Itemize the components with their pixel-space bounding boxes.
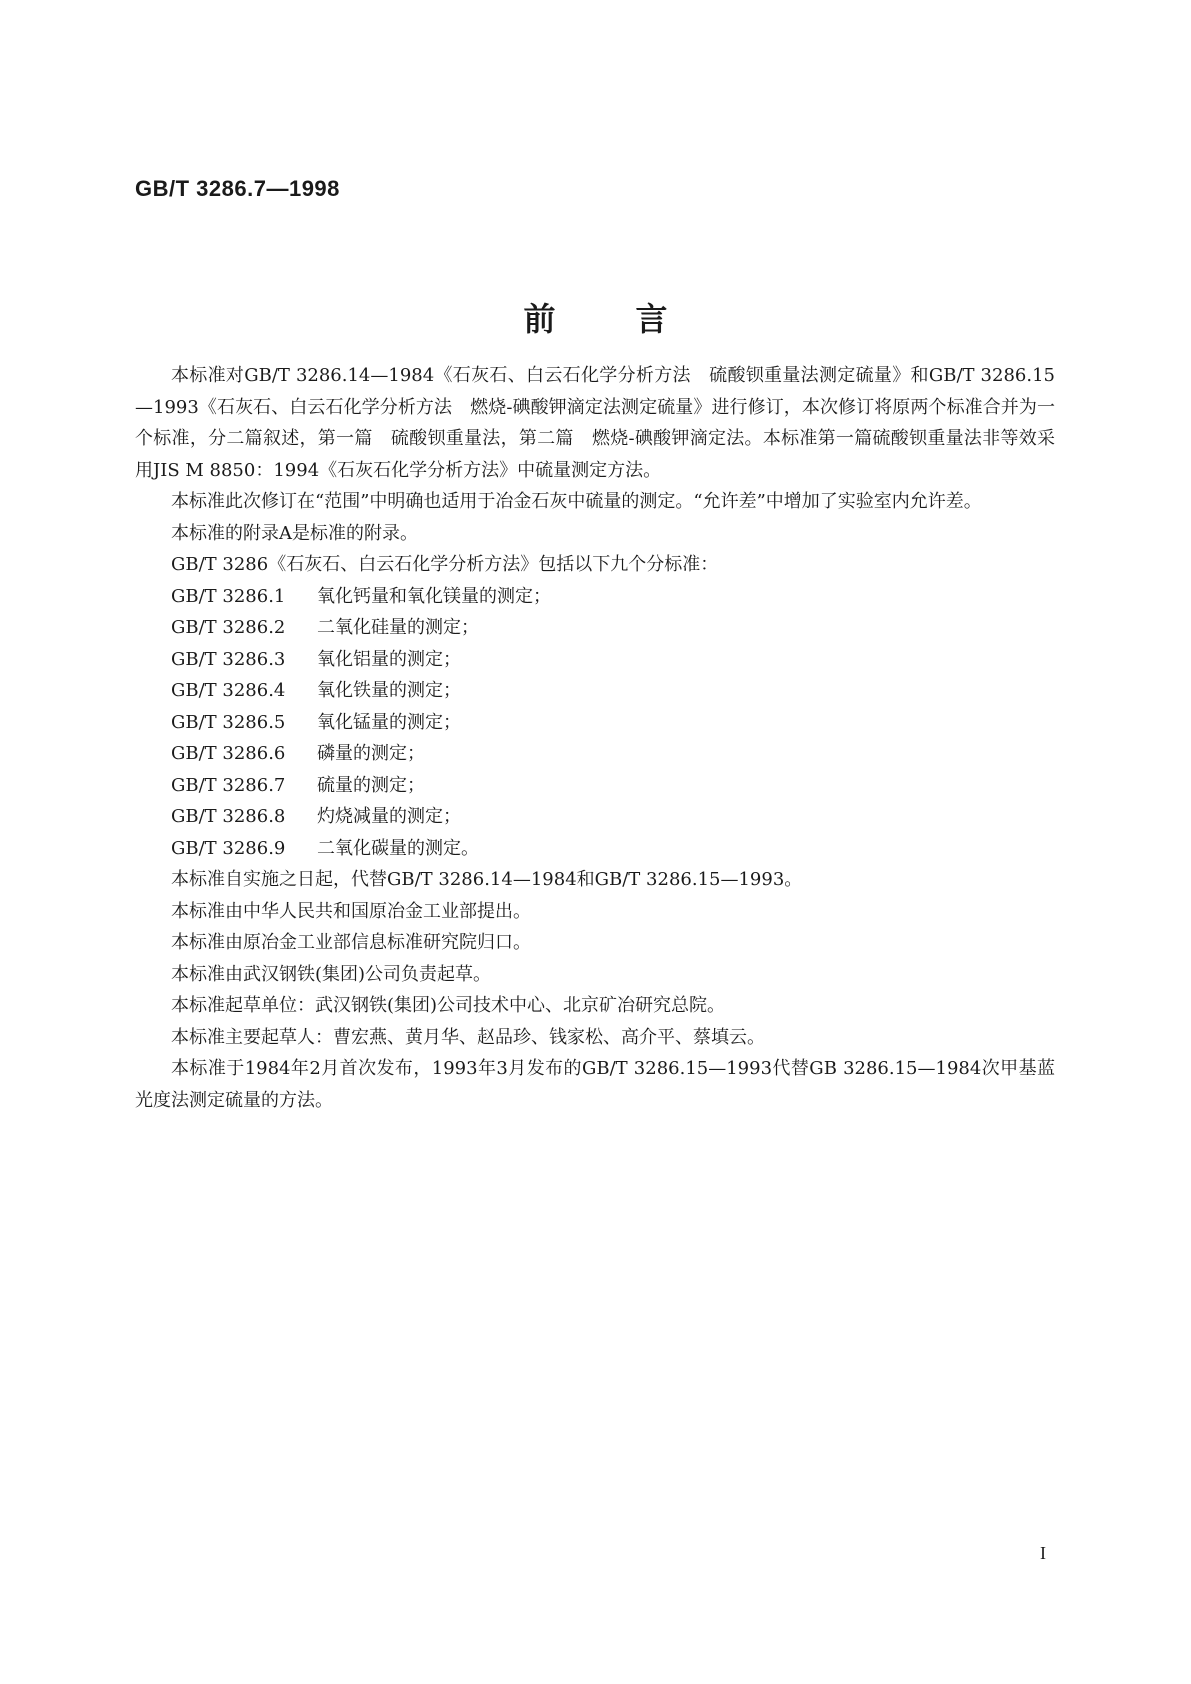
standard-code: GB/T 3286.6 — [171, 743, 286, 764]
standard-code: GB/T 3286.1 — [171, 585, 286, 607]
standard-code: GB/T 3286.3 — [171, 648, 286, 670]
standards-list-item — [135, 581, 1055, 613]
paragraph-scope-change: 本标准此次修订在“范围”中明确也适用于冶金石灰中硫量的测定。“允许差”中增加了实验室内允许差。 — [171, 491, 982, 512]
standard-code: GB/T 3286.2 — [171, 617, 286, 638]
standard-code: GB/T 3286.8 — [171, 806, 286, 827]
standard-description: 灼烧减量的测定； — [317, 806, 461, 827]
standard-description: 磷量的测定； — [317, 743, 425, 764]
paragraph-replaces: 本标准自实施之日起，代替GB/T 3286.14—1984和GB/T 3286.15—1993。 — [171, 869, 803, 890]
paragraph-appendix: 本标准的附录A是标准的附录。 — [171, 522, 418, 544]
standard-description: 氧化铝量的测定； — [317, 648, 461, 670]
standard-description: 二氧化硅量的测定； — [317, 617, 479, 638]
paragraph-drafting-units: 本标准起草单位：武汉钢铁(集团)公司技术中心、北京矿冶研究总院。 — [171, 995, 726, 1016]
paragraph-revision-scope: 本标准对GB/T 3286.14—1984《石灰石、白云石化学分析方法 硫酸钡重量法测定硫量》和GB/T 3286.15—1993《石灰石、白云石化学分析方法 燃烧-碘酸钾滴定法测定硫量》进行修订，本次修订将原两个标准合并为一个标准，分二篇叙述，第一篇 硫酸钡重量法，第二篇 燃烧-碘酸钾滴定法。本标准第一篇硫酸钡重量法非等效采用JIS M 8850：1994《石灰石化学分析方法》中硫量测定方法。 — [135, 365, 1055, 481]
standards-list-item — [135, 770, 1055, 802]
standard-code: GB/T 3286.4 — [171, 680, 286, 701]
document-body — [135, 360, 1055, 1116]
paragraph-administered-by: 本标准由原冶金工业部信息标准研究院归口。 — [171, 932, 531, 953]
standards-list-item — [135, 801, 1055, 833]
document-code: GB/T 3286.7—1998 — [135, 176, 340, 201]
standard-code: GB/T 3286.9 — [171, 837, 286, 859]
standard-description: 硫量的测定； — [317, 774, 425, 796]
standards-list-item — [135, 612, 1055, 644]
paragraph-proposed-by: 本标准由中华人民共和国原冶金工业部提出。 — [171, 900, 531, 922]
standards-list-item — [135, 644, 1055, 676]
standard-description: 氧化锰量的测定； — [317, 711, 461, 733]
standards-list-item — [135, 707, 1055, 739]
standard-code: GB/T 3286.7 — [171, 774, 286, 796]
standard-description: 氧化钙量和氧化镁量的测定； — [317, 585, 551, 607]
standard-code: GB/T 3286.5 — [171, 711, 286, 733]
paragraph-series-intro: GB/T 3286《石灰石、白云石化学分析方法》包括以下九个分标准： — [171, 554, 719, 575]
paragraph-history: 本标准于1984年2月首次发布，1993年3月发布的GB/T 3286.15—1993代替GB 3286.15—1984次甲基蓝光度法测定硫量的方法。 — [135, 1058, 1055, 1111]
paragraph-main-drafters: 本标准主要起草人：曹宏燕、黄月华、赵品珍、钱家松、高介平、蔡填云。 — [171, 1026, 765, 1048]
page-number: I — [1040, 1543, 1046, 1563]
standards-list-item — [135, 675, 1055, 707]
standards-list-item — [135, 833, 1055, 865]
page-title: 前言 — [523, 300, 748, 338]
standard-description: 氧化铁量的测定； — [317, 680, 461, 701]
standards-list-item — [135, 738, 1055, 770]
standard-description: 二氧化碳量的测定。 — [317, 837, 479, 859]
paragraph-drafted-by: 本标准由武汉钢铁(集团)公司负责起草。 — [171, 963, 492, 985]
